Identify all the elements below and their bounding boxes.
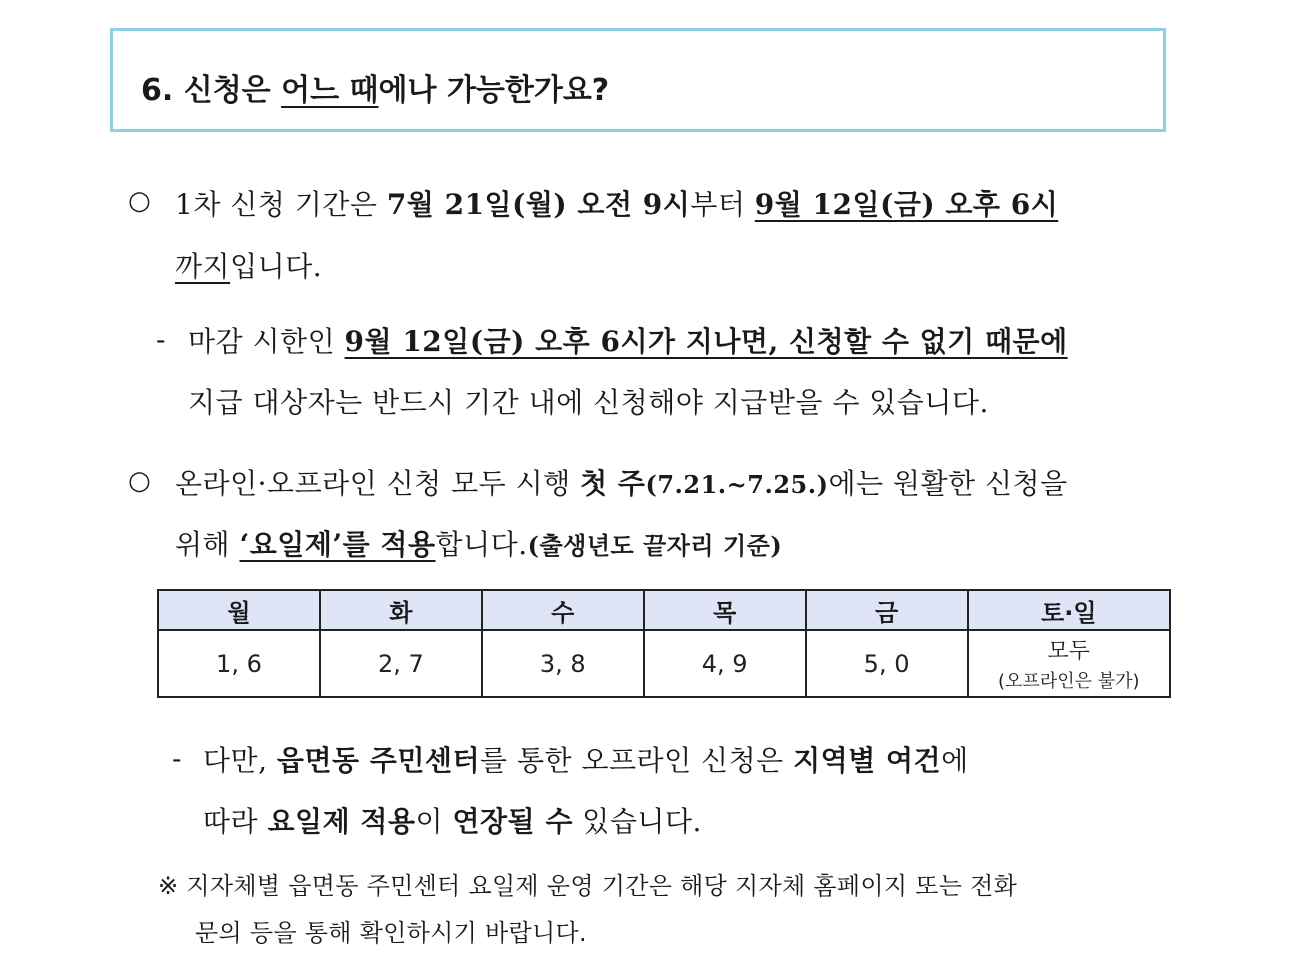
header-tue: 화 xyxy=(320,590,482,630)
first-week: 첫 주 xyxy=(580,467,646,500)
regional-conditions: 지역별 여건 xyxy=(793,744,942,777)
note-symbol: ※ xyxy=(158,872,179,900)
header-weekend: 토·일 xyxy=(968,590,1170,630)
header-mon: 월 xyxy=(158,590,320,630)
heading-suffix: 에나 가능한가요? xyxy=(378,73,610,108)
cell-tue: 2, 7 xyxy=(320,630,482,697)
weekday-line-1: 온라인·오프라인 신청 모두 시행 첫 주(7.21.~7.25.)에는 원활한 신청을 xyxy=(175,467,1068,500)
header-thu: 목 xyxy=(644,590,806,630)
period-line-1: 1차 신청 기간은 7월 21일(월) 오전 9시부터 9월 12일(금) 오후 6시 xyxy=(175,188,1059,221)
bullet-circle: ○ xyxy=(128,186,151,216)
dash-marker: - xyxy=(172,742,182,775)
deadline-warning: 9월 12일(금) 오후 6시가 지나면, 신청할 수 없기 때문에 xyxy=(344,325,1068,358)
extension-line-1: 다만, 읍면동 주민센터를 통한 오프라인 신청은 지역별 여건에 xyxy=(203,744,969,777)
cell-fri: 5, 0 xyxy=(806,630,968,697)
heading-underlined: 어느 때 xyxy=(281,73,379,108)
section-heading xyxy=(141,65,609,109)
bullet-circle: ○ xyxy=(128,466,151,496)
cell-weekend: 모두 (오프라인은 불가) xyxy=(968,630,1170,697)
end-datetime: 9월 12일(금) 오후 6시 xyxy=(754,188,1059,221)
cell-thu: 4, 9 xyxy=(644,630,806,697)
cell-wed: 3, 8 xyxy=(482,630,644,697)
header-wed: 수 xyxy=(482,590,644,630)
reference-note-line-1: ※ 지자체별 읍면동 주민센터 요일제 운영 기간은 해당 지자체 홈페이지 또는 전화 xyxy=(158,872,1018,900)
weekday-line-2: 위해 ‘요일제’를 적용합니다.(출생년도 끝자리 기준) xyxy=(175,528,783,561)
start-datetime: 7월 21일(월) 오전 9시 xyxy=(386,188,691,221)
community-center: 읍면동 주민센터 xyxy=(276,744,480,777)
table-header-row xyxy=(158,590,1170,630)
birth-year-basis: (출생년도 끝자리 기준) xyxy=(527,531,783,560)
extension-line-2: 따라 요일제 적용이 연장될 수 있습니다. xyxy=(203,805,702,838)
deadline-line-1: 마감 시한인 9월 12일(금) 오후 6시가 지나면, 신청할 수 없기 때문에 xyxy=(188,325,1068,358)
cell-mon: 1, 6 xyxy=(158,630,320,697)
first-week-dates: (7.21.~7.25.) xyxy=(645,470,829,499)
weekday-schedule-table xyxy=(157,589,1171,698)
deadline-line-2: 지급 대상자는 반드시 기간 내에 신청해야 지급받을 수 있습니다. xyxy=(188,386,989,419)
weekday-system: ‘요일제’를 적용 xyxy=(239,528,436,561)
period-line-2: 까지입니다. xyxy=(175,250,323,283)
table-row xyxy=(158,630,1170,697)
header-fri: 금 xyxy=(806,590,968,630)
dash-marker: - xyxy=(156,323,166,356)
heading-prefix: 6. 신청은 xyxy=(141,73,282,108)
section-heading-box xyxy=(110,28,1166,132)
reference-note-line-2: 문의 등을 통해 확인하시기 바랍니다. xyxy=(195,919,587,947)
